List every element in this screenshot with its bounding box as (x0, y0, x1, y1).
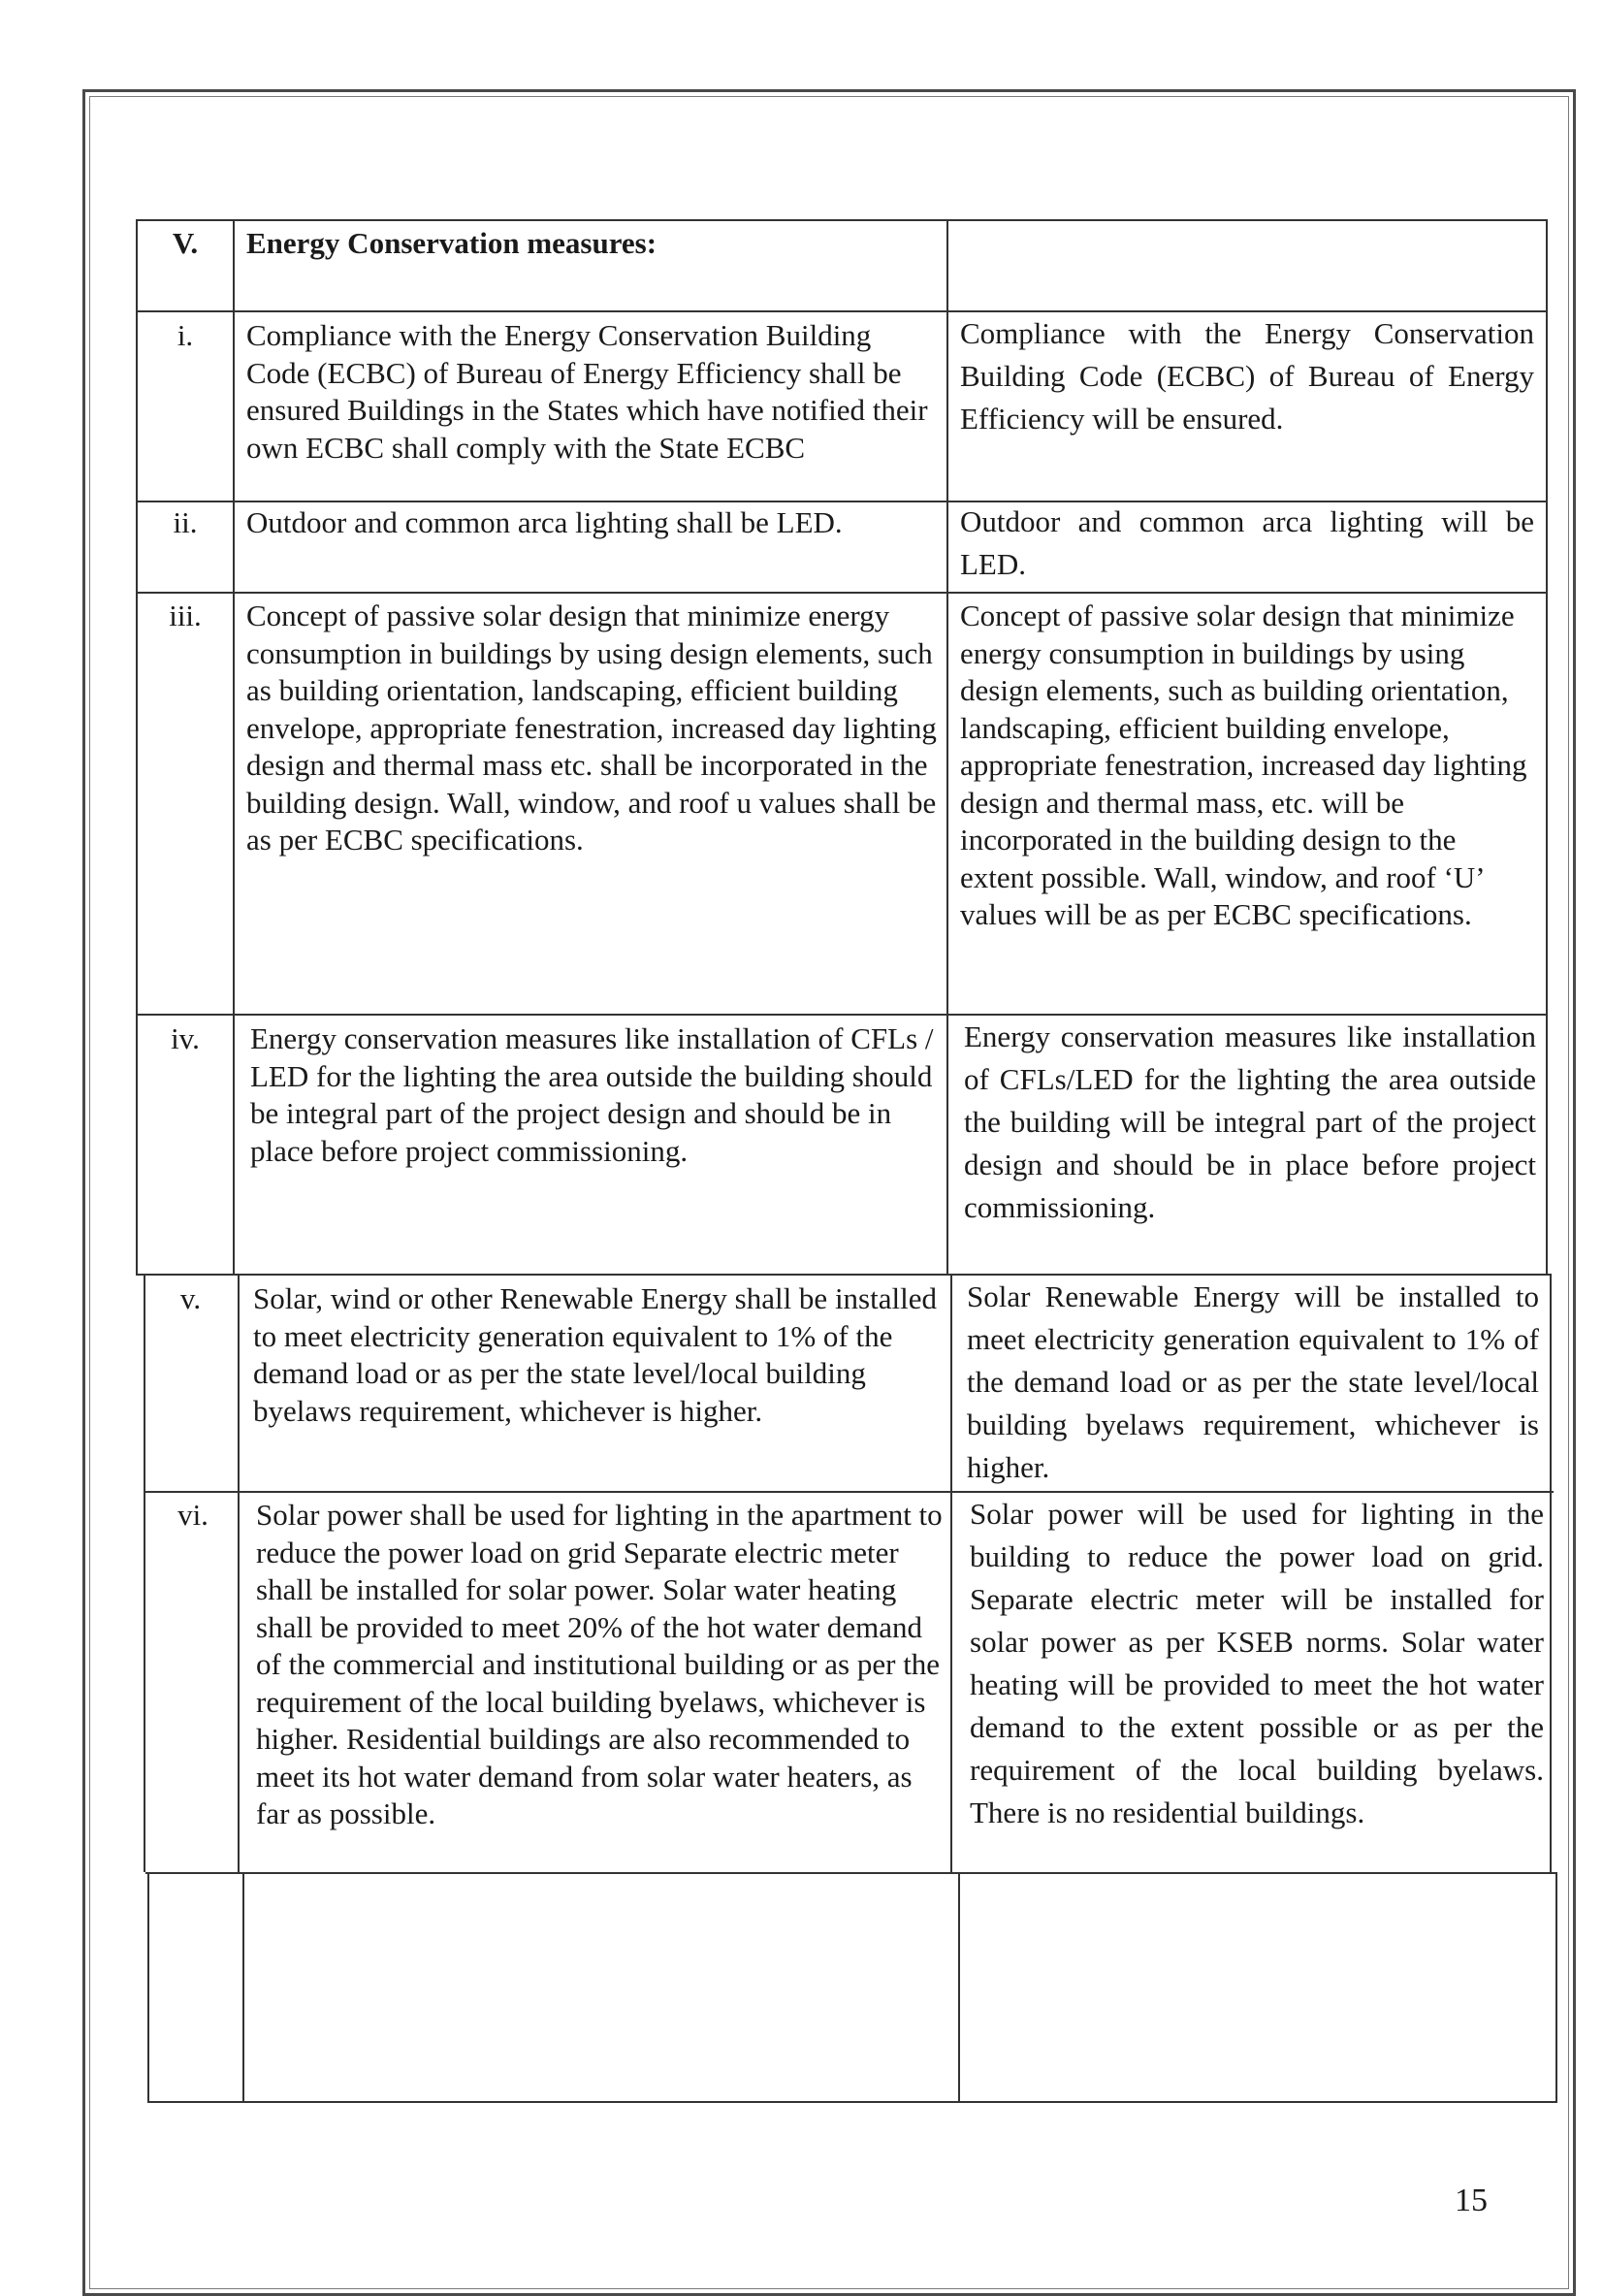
condition-text: Solar power shall be used for lighting in the apartment to reduce the power load on grid Separate electric meter shall be installed for solar power. Solar water heating shall be provided to meet 20% of the hot water demand of the commercial and institutional building or as per the requirement of the local building byelaws, whichever is higher. Residential buildings are also recommended to meet its hot water demand from solar water heaters, as far as possible. (256, 1498, 943, 1830)
table-rule (1546, 219, 1548, 1274)
condition-text: Energy conservation measures like installation of CFLs / LED for the lighting the area outside the building should be integral part of the project design and should be in place before project commissioning. (250, 1021, 934, 1168)
table-rule (147, 1872, 149, 2103)
table-rule (233, 219, 235, 1274)
table-rule (1550, 1274, 1552, 1872)
table-rule (238, 1274, 240, 1872)
section-number: V. (172, 226, 199, 260)
table-rule (950, 1274, 952, 1872)
table-rule (136, 592, 1548, 594)
response-text: Concept of passive solar design that minimize energy consumption in buildings by using design elements, such as building orientation, landscaping, efficient building envelope, appropriate fenestration, increased day lighting design and thermal mass, etc. will be incorporated in the building design to the extent possible. Wall, window, and roof ‘U’ values will be as per ECBC specifications. (960, 598, 1527, 931)
table-rule (136, 219, 138, 1274)
response-text: Compliance with the Energy Conservation Building Code (ECBC) of Bureau of Energy Efficiency will be ensured. (960, 316, 1534, 436)
table-rule (147, 2101, 1557, 2103)
table-rule (144, 1274, 145, 1872)
condition-text: Outdoor and common arca lighting shall be LED. (246, 505, 843, 539)
table-rule (958, 1872, 960, 2103)
section-title: Energy Conservation measures: (246, 226, 657, 260)
row-number: iv. (171, 1021, 200, 1055)
table-rule (136, 219, 1548, 221)
condition-text: Solar, wind or other Renewable Energy shall be installed to meet electricity generation equivalent to 1% of the demand load or as per the state level/local building byelaws requirement, whichever is higher. (253, 1281, 937, 1428)
response-text: Solar power will be used for lighting in the building to reduce the power load on grid. Separate electric meter will be installed for solar power as per KSEB norms. Solar water heating will be provided to meet the hot water demand to the extent possible or as per the requirement of the local building byelaws. There is no residential buildings. (970, 1497, 1544, 1829)
response-text: Outdoor and common arca lighting will be LED. (960, 504, 1534, 581)
response-text: Solar Renewable Energy will be installed to meet electricity generation equivalent to 1% of the demand load or as per the state level/local building byelaws requirement, whichever is higher. (967, 1279, 1539, 1484)
table-rule (946, 219, 948, 1274)
table-rule (1555, 1872, 1557, 2103)
response-text: Energy conservation measures like installation of CFLs/LED for the lighting the area outside the building will be integral part of the project design and should be in place before project commissioning. (964, 1019, 1536, 1224)
row-number: v. (179, 1281, 202, 1315)
condition-text: Concept of passive solar design that minimize energy consumption in buildings by using design elements, such as building orientation, landscaping, efficient building envelope, appropriate fenestration, increased day lighting design and thermal mass etc. shall be incorporated in the building design. Wall, window, and roof u values shall be as per ECBC specifications. (246, 598, 937, 857)
condition-text: Compliance with the Energy Conservation Building Code (ECBC) of Bureau of Energy Efficiency shall be ensured Buildings in the States which have notified their own ECBC shall comply with the State ECBC (246, 318, 928, 465)
page-number: 15 (1455, 2183, 1488, 2218)
row-number: vi. (177, 1498, 208, 1532)
table-rule (242, 1872, 244, 2103)
row-number: iii. (169, 598, 202, 632)
row-number: ii. (173, 505, 198, 539)
table-rule (145, 1872, 1555, 1874)
row-number: i. (176, 318, 194, 352)
